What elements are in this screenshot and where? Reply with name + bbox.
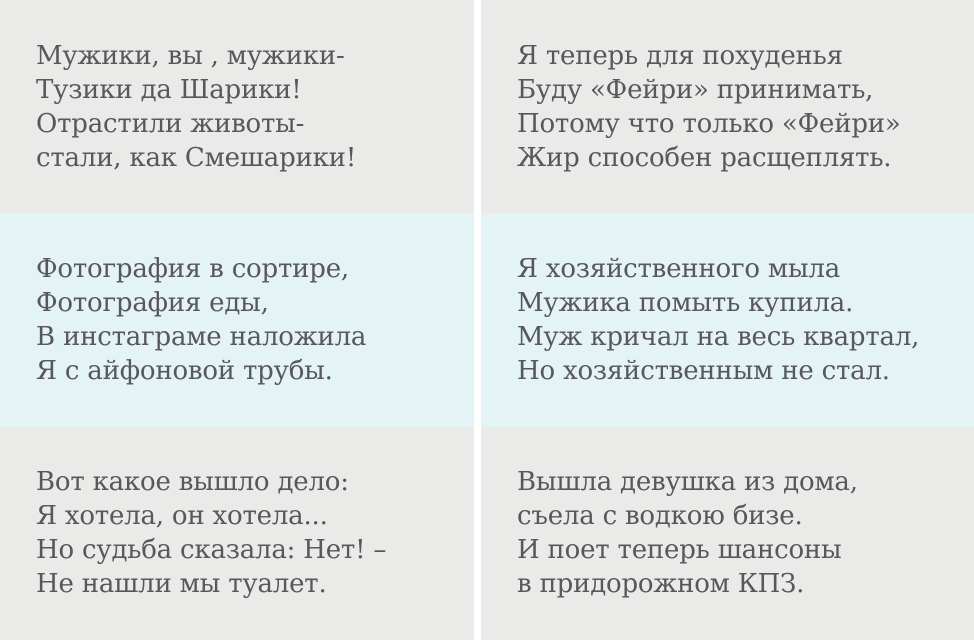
- verse-line: Муж кричал на весь квартал,: [517, 321, 920, 352]
- verse-card-top-right: [481, 0, 974, 213]
- verse-line: Фотография в сортире,: [36, 253, 349, 284]
- verse-line: И поет теперь шансоны: [517, 535, 842, 566]
- verse-line: в придорожном КПЗ.: [517, 569, 805, 600]
- verse-line: Но судьба сказала: Нет! –: [36, 535, 387, 566]
- verse-card-bottom-right: [481, 427, 974, 640]
- verse-line: Не нашли мы туалет.: [36, 569, 327, 600]
- verse-line: Фотография еды,: [36, 287, 269, 318]
- verse-line: Я с айфоновой трубы.: [36, 355, 333, 386]
- verse-line: Я хотела, он хотела...: [36, 501, 328, 532]
- verse-card-middle-left: [0, 213, 474, 426]
- verse-card-bottom-left: [0, 427, 474, 640]
- verse-line: съела с водкою бизе.: [517, 501, 803, 532]
- verse-line: Потому что только «Фейри»: [517, 108, 901, 139]
- verse-line: Жир способен расщеплять.: [517, 142, 892, 173]
- verse-line: Мужика помыть купила.: [517, 287, 854, 318]
- verse-line: Буду «Фейри» принимать,: [517, 74, 874, 105]
- verse-line: Но хозяйственным не стал.: [517, 355, 890, 386]
- verse-line: стали, как Смешарики!: [36, 142, 357, 173]
- verse-line: Вот какое вышло дело:: [36, 467, 349, 498]
- verse-card-top-left: [0, 0, 474, 213]
- verse-line: В инстаграме наложила: [36, 321, 367, 352]
- verse-line: Вышла девушка из дома,: [517, 467, 858, 498]
- verse-line: Тузики да Шарики!: [36, 74, 302, 105]
- verse-line: Мужики, вы , мужики-: [36, 40, 345, 71]
- verse-line: Я хозяйственного мыла: [517, 253, 841, 284]
- verse-card-middle-right: [481, 213, 974, 426]
- verse-line: Отрастили животы-: [36, 108, 305, 139]
- verse-line: Я теперь для похуденья: [517, 40, 843, 71]
